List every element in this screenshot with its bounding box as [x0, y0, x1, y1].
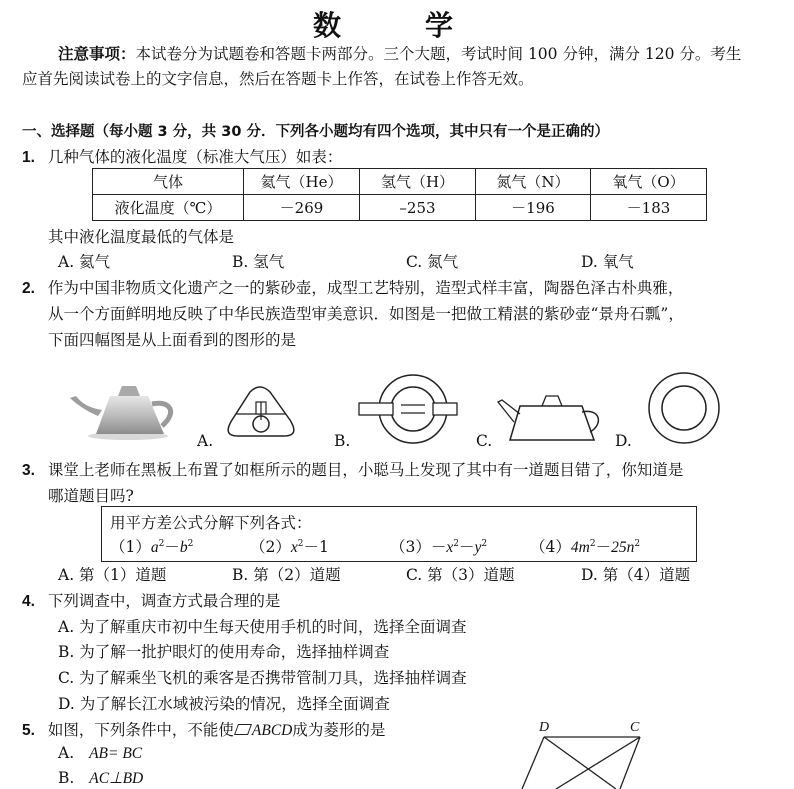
option-label: B.	[58, 769, 75, 787]
table-cell: －183	[591, 195, 707, 221]
exponent: 2	[634, 538, 641, 549]
option-c-figure	[496, 380, 606, 444]
question-number: 4.	[22, 593, 35, 610]
question-text: 几种气体的液化温度（标准大气压）如表：	[47, 148, 343, 166]
operator: －	[303, 538, 320, 556]
option-c[interactable]: C. 为了解乘坐飞机的乘客是否携带管制刀具，选择抽样调查	[58, 669, 467, 687]
exponent: 2	[187, 538, 194, 549]
box-item-3	[390, 535, 487, 557]
question-text: 下列调查中，调查方式最合理的是	[47, 592, 281, 610]
question-1-prompt: 其中液化温度最低的气体是	[48, 228, 235, 246]
question-number: 3.	[22, 462, 35, 479]
option-label: A.	[58, 744, 75, 762]
math-term: 1	[319, 538, 329, 556]
table-cell: 氦气（He）	[244, 169, 360, 195]
question-text: 作为中国非物质文化遗产之一的紫砂壶，成型工艺特别，造型式样丰富，陶器色泽古朴典雅，	[47, 279, 684, 297]
box-title: 用平方差公式分解下列各式：	[110, 514, 312, 532]
notice-line-1	[58, 42, 741, 64]
table-header-row	[93, 169, 707, 195]
item-number: （2）	[250, 538, 291, 556]
item-number: （4）	[530, 538, 571, 556]
math-term: ABCD	[251, 722, 293, 739]
option-b-figure	[357, 372, 461, 446]
math-term: x	[290, 539, 298, 556]
item-number: （1）	[110, 538, 151, 556]
option-c[interactable]: C. 第（3）道题	[406, 566, 515, 584]
teapot-photo	[66, 378, 184, 442]
table-cell: －269	[244, 195, 360, 221]
question-number: 5.	[22, 722, 35, 739]
vertex-label-c: C	[630, 720, 640, 735]
option-a[interactable]: A. 第（1）道题	[58, 566, 167, 584]
table-cell: –253	[360, 195, 476, 221]
question-number: 2.	[22, 280, 35, 297]
option-text: AC⊥BD	[89, 770, 144, 787]
operator: －	[164, 538, 180, 556]
notice-line-2: 应首先阅读试卷上的文字信息，然后在答题卡上作答，在试卷上作答无效。	[22, 70, 534, 88]
table-cell: 氢气（H）	[360, 169, 476, 195]
box-item-4	[530, 535, 640, 557]
option-c-label[interactable]: C.	[476, 432, 493, 450]
math-term: y	[474, 539, 482, 556]
box-item-1	[110, 535, 193, 557]
parallelogram-icon	[234, 724, 252, 735]
question-2-line-2: 从一个方面鲜明地反映了中华民族造型审美意识．如图是一把做工精湛的紫砂壶“景舟石瓢”，	[48, 305, 684, 323]
option-b[interactable]: B. 为了解一批护眼灯的使用寿命，选择抽样调查	[58, 643, 390, 661]
exponent: 2	[158, 538, 165, 549]
exponent: 2	[453, 538, 460, 549]
question-2-line-1	[22, 276, 683, 298]
exponent: 2	[589, 538, 596, 549]
option-d-label[interactable]: D.	[615, 432, 632, 450]
question-text: 如图，下列条件中，不能使	[47, 721, 234, 739]
option-d[interactable]: D. 为了解长江水域被污染的情况，选择全面调查	[58, 695, 390, 713]
item-number: （3）	[390, 538, 431, 556]
math-term: 4m	[570, 539, 590, 556]
option-b-label[interactable]: B.	[334, 432, 351, 450]
question-4-stem	[22, 589, 280, 611]
math-term: 25n	[611, 539, 635, 556]
option-c[interactable]: C. 氮气	[406, 253, 459, 271]
table-cell: 气体	[93, 169, 244, 195]
vertex-label-d: D	[539, 720, 550, 735]
operator: －	[459, 538, 475, 556]
option-d[interactable]: D. 氧气	[581, 253, 634, 271]
parallelogram-figure	[516, 735, 656, 789]
exponent: 2	[297, 538, 304, 549]
gas-table	[92, 168, 707, 221]
notice-label: 注意事项：	[58, 45, 136, 63]
option-b[interactable]	[58, 769, 143, 788]
option-a[interactable]: A. 为了解重庆市初中生每天使用手机的时间，选择全面调查	[58, 618, 467, 636]
question-text: 课堂上老师在黑板上布置了如框所示的题目，小聪马上发现了其中有一道题目错了，你知道是	[47, 461, 684, 479]
question-1-stem	[22, 145, 342, 167]
section-heading: 一、选择题（每小题 3 分，共 30 分．下列各小题均有四个选项，其中只有一个是正确的）	[22, 124, 609, 140]
option-a[interactable]: A. 氦气	[58, 253, 111, 271]
option-text: AB= BC	[89, 745, 143, 762]
option-d[interactable]: D. 第（4）道题	[581, 566, 691, 584]
question-3-line-2: 哪道题目吗?	[48, 487, 134, 505]
box-item-2	[250, 535, 329, 557]
question-5-stem	[22, 718, 385, 740]
operator: －	[595, 538, 612, 556]
math-term: a	[150, 539, 159, 556]
notice-text-1: 本试卷分为试题卷和答题卡两部分。三个大题，考试时间 100 分钟，满分 120 分。考生	[135, 45, 742, 63]
option-a[interactable]	[58, 744, 142, 763]
page-title: 数 学	[312, 9, 481, 42]
option-d-figure	[646, 370, 722, 446]
table-cell: 液化温度（℃）	[93, 195, 244, 221]
option-a-figure	[220, 380, 302, 442]
operator: －	[430, 538, 447, 556]
table-row	[93, 195, 707, 221]
math-term: x	[446, 539, 454, 556]
math-term: b	[179, 539, 188, 556]
table-cell: 氮气（N）	[476, 169, 591, 195]
question-2-line-3: 下面四幅图是从上面看到的图形的是	[48, 331, 297, 349]
option-b[interactable]: B. 氢气	[232, 253, 285, 271]
table-cell: －196	[476, 195, 591, 221]
question-number: 1.	[22, 149, 35, 166]
option-b[interactable]: B. 第（2）道题	[232, 566, 341, 584]
option-a-label[interactable]: A.	[197, 432, 214, 450]
exponent: 2	[481, 538, 488, 549]
question-text: 成为菱形的是	[292, 721, 386, 739]
question-3-line-1	[22, 458, 683, 480]
table-cell: 氧气（O）	[591, 169, 707, 195]
